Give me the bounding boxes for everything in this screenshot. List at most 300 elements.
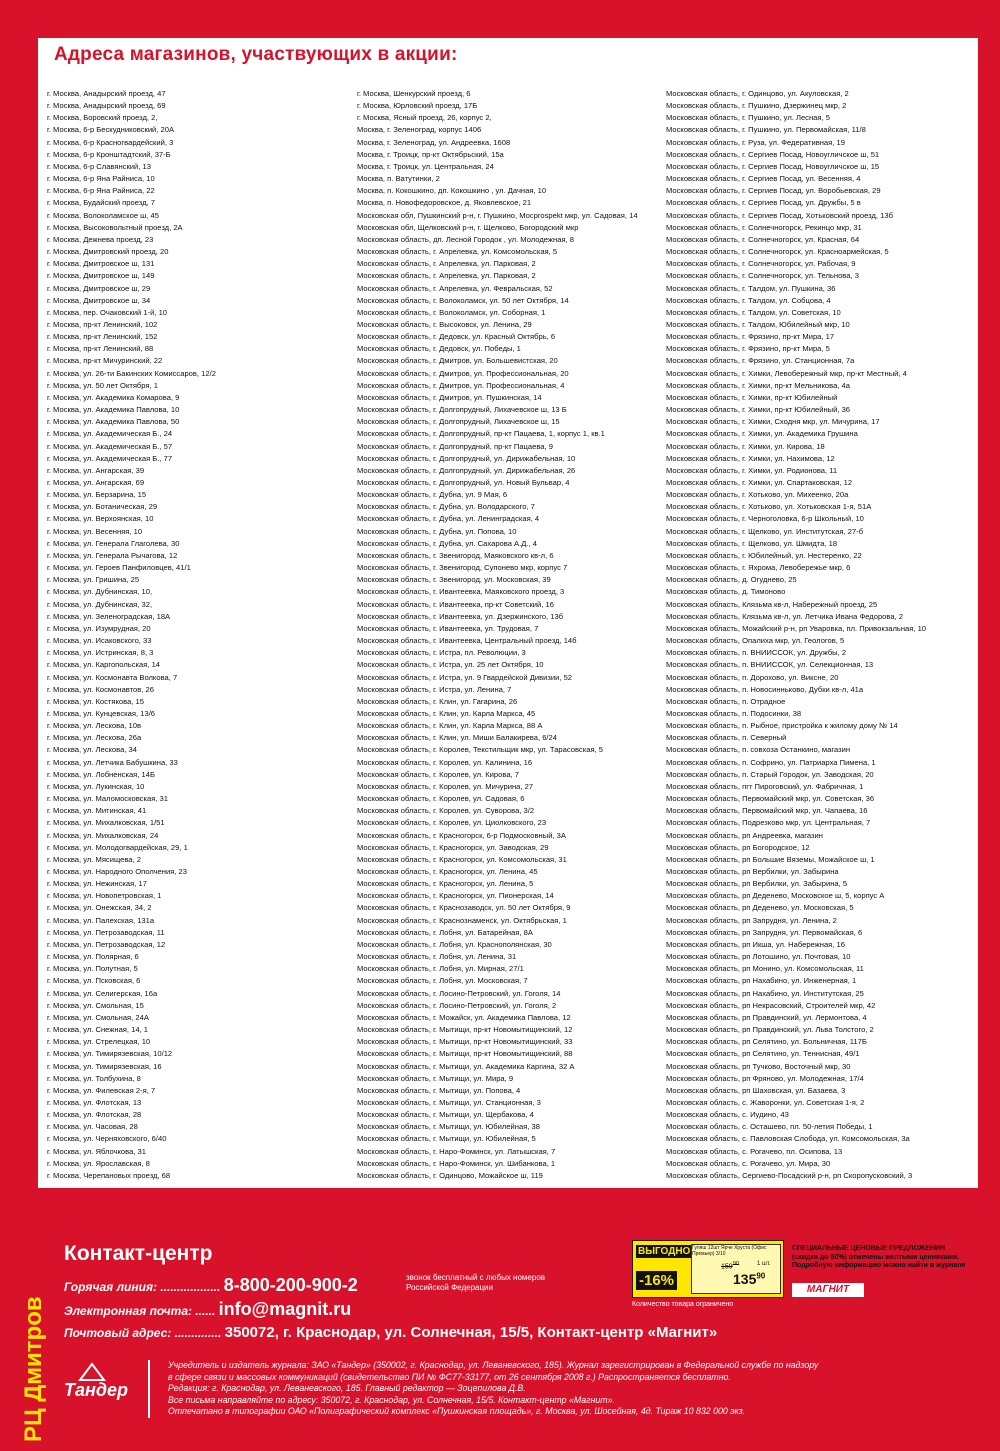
store-address: Московская область, г. Фрязино, ул. Станционная, 7а	[666, 356, 855, 366]
store-address: г. Москва, ул. Академическая Б., 77	[47, 453, 173, 463]
store-address: Московская область, г. Лобня, ул. Мирная, 27/1	[357, 964, 524, 974]
store-address: Московская область, г. Лобня, ул. Ленина, 31	[357, 952, 517, 962]
store-address: Московская область, г. Яхрома, Левобережье мкр, 6	[666, 563, 851, 573]
store-address: Московская область, г. Дубна, ул. Володарского, 7	[357, 502, 535, 512]
store-address: Московская область, г. Сергиев Посад, ул. Весенняя, 4	[666, 174, 861, 184]
store-address: г. Москва, ул. Ангарская, 39	[47, 465, 145, 475]
store-address: г. Москва, ул. Изумрудная, 20	[47, 623, 151, 633]
store-address: г. Москва, ул. Лобненская, 14Б	[47, 769, 155, 779]
store-address: г. Москва, ул. Полутная, 5	[47, 964, 138, 974]
store-address: Московская область, п. Дорохово, ул. Виксне, 20	[666, 672, 839, 682]
store-address: Московская область, Первомайский мкр, ул. Чапаева, 16	[666, 806, 868, 816]
store-address: Московская область, г. Химки, ул. Кирова, 18	[666, 441, 825, 451]
store-address: Московская область, рп Богородское, 12	[666, 842, 810, 852]
store-address: Московская область, Сергиево-Посадский р-н, рп Скоропусковский, 3	[666, 1170, 913, 1180]
store-address: Московская область, г. Щелково, ул. Институтская, 27-б	[666, 526, 864, 536]
store-address: Московская область, с. Рогачево, пл. Осипова, 13	[666, 1146, 843, 1156]
store-address: Московская область, г. Истра, ул. 9 Гвардейской Дивизии, 52	[357, 672, 573, 682]
store-address: Московская область, рп Деденево, ул. Московская, 5	[666, 903, 854, 913]
hotline-value[interactable]: 8-800-200-900-2	[223, 1275, 358, 1295]
store-address: Московская область, г. Апрелевка, ул. Парковая, 2	[357, 259, 536, 269]
store-address: Московская область, г. Волоколамск, ул. Соборная, 1	[357, 307, 546, 317]
store-address: г. Москва, ул. Дубнинская, 10,	[47, 587, 153, 597]
store-address: Московская область, г. Лобня, ул. Батарейная, 8А	[357, 927, 533, 937]
store-address: Московская область, рп Селятино, ул. Теннисная, 49/1	[666, 1049, 860, 1059]
store-address: г. Москва, ул. Лескова, 26а	[47, 733, 142, 743]
store-address: Московская область, г. Долгопрудный, ул. Дирижабельная, 26	[357, 465, 576, 475]
store-address: Московская область, г. Красногорск, ул. Ленина, 5	[357, 879, 534, 889]
store-address: г. Москва, ул. Стрелецкая, 10	[47, 1037, 151, 1047]
store-address: Москва, п. Новофедоровское, д. Яковлевское, 21	[357, 198, 532, 208]
store-address: Московская область, г. Дубна, ул. Ленинградская, 4	[357, 514, 540, 524]
store-address: г. Москва, ул. Михалковская, 1/51	[47, 818, 165, 828]
store-address: Московская область, г. Одинцово, ул. Акуловская, 2	[666, 89, 849, 98]
store-address: Московская область, г. Сергиев Посад, Новоугличское ш, 51	[666, 149, 880, 159]
store-address: г. Москва, ул. Дубнинская, 32,	[47, 599, 153, 609]
tander-emblem-icon	[78, 1362, 108, 1382]
store-address: Московская область, г. Дубна, ул. 9 Мая, 6	[357, 490, 508, 500]
store-address: Московская область, г. Клин, ул. Карла Маркса, 45	[357, 708, 536, 718]
store-address: Московская область, г. Химки, ул. Спартаковская, 12	[666, 478, 853, 487]
store-address: г. Москва, пр-кт Ленинский, 102	[47, 319, 158, 329]
store-address: Московская область, г. Химки, ул. Нахимова, 12	[666, 453, 835, 463]
postal-value: 350072, г. Краснодар, ул. Солнечная, 15/5, Контакт-центр «Магнит»	[224, 1324, 718, 1341]
store-address: Московская область, рп Вербилки, ул. Забырина, 5	[666, 879, 848, 889]
store-address: Московская область, рп Тучково, Восточный мкр, 30	[666, 1061, 851, 1071]
store-address: г. Москва, ул. Весенняя, 10	[47, 526, 143, 536]
store-address: г. Москва, пер. Очаковский 1-й, 10	[47, 307, 168, 317]
store-address: г. Москва, 6-р Яна Райниса, 22	[47, 186, 155, 196]
store-address: Московская область, г. Дубна, ул. Сахарова А.Д., 4	[357, 538, 537, 548]
store-address: Московская область, п. Софрино, ул. Патриарха Пимена, 1	[666, 757, 876, 767]
store-address: Московская область, г. Химки, пр-кт Мельникова, 4а	[666, 380, 850, 390]
store-address: Московская область, рп Большие Вяземы, Можайское ш, 1	[666, 854, 875, 864]
store-address: г. Москва, ул. Петрозаводская, 12	[47, 939, 166, 949]
store-address: Московская область, г. Мытищи, пр-кт Новомытищинский, 88	[357, 1049, 573, 1059]
store-address: Московская обл, Щелковский р-н, г. Щелково, Богородский мкр	[357, 222, 579, 232]
store-address: г. Москва, ул. Лескова, 34	[47, 745, 137, 755]
store-address: г. Москва, ул. Исаковского, 33	[47, 636, 152, 646]
store-address: Московская область, рп Андреевка, магазин	[666, 830, 823, 840]
store-address: Московская область, г. Истра, пл. Революции, 3	[357, 648, 526, 658]
store-address: г. Москва, ул. Генерала Глаголева, 30	[47, 538, 180, 548]
store-address: Московская область, г. Дмитров, ул. Профессиональная, 20	[357, 368, 569, 378]
store-address: Московская область, Первомайский мкр, ул. Советская, 36	[666, 794, 875, 804]
store-address: г. Москва, Анадырский проезд, 69	[47, 101, 166, 111]
store-address: Московская обл, Пушкинский р-н, г. Пушкино, Мосprospekt мкр, ул. Садовая, 14	[357, 210, 638, 220]
store-address: Московская область, Опалиха мкр, ул. Геологов, 5	[666, 636, 845, 646]
store-address: Московская область, пгт Пироговский, ул. Фабричная, 1	[666, 781, 864, 791]
store-address: г. Москва, ул. Генерала Рычагова, 12	[47, 550, 178, 560]
store-address: Московская область, г. Долгопрудный, ул. Дирижабельная, 10	[357, 453, 576, 463]
store-address: Московская область, г. Солнечногорск, ул. Рабочая, 9	[666, 259, 856, 269]
store-address: г. Москва, ул. Зеленоградская, 18А	[47, 611, 171, 621]
store-address: Московская область, Клязьма кв-л, Набережный проезд, 25	[666, 599, 878, 609]
store-address: г. Москва, ул. Тимирязевская, 16	[47, 1061, 162, 1071]
legal-line: Все письма направляйте по адресу: 350072, г. Краснодар, ул. Солнечная, 15/5. Контакт-центр «Магнит».	[168, 1394, 615, 1405]
store-address: Москва, п. Кокошкино, дп. Кокошкино , ул. Дачная, 10	[357, 186, 547, 196]
store-address: г. Москва, Дежнева проезд, 23	[47, 234, 154, 244]
store-address: Москва, г. Зеленоград, корпус 1406	[357, 125, 482, 135]
store-address: г. Москва, Дмитровское ш, 34	[47, 295, 151, 305]
store-address: Московская область, рп Лотошино, ул. Почтовая, 10	[666, 952, 851, 962]
store-address: Московская область, г. Наро-Фоминск, ул. Латышская, 7	[357, 1146, 556, 1156]
store-address: Москва, г. Троицк, ул. Центральная, 24	[357, 161, 494, 171]
store-address: Московская область, г. Ивантеевка, ул. Дзержинского, 13б	[357, 611, 564, 621]
address-panel	[38, 38, 978, 1188]
promo-old-price: $159^{90}$	[721, 1261, 740, 1271]
store-address: Московская область, г. Дедовск, ул. Красный Октябрь, 6	[357, 332, 556, 342]
store-address: Московская область, п. Рыбное, пристройка к жилому дому № 14	[666, 721, 898, 731]
store-address: г. Москва, Дмитровское ш, 29	[47, 283, 151, 293]
store-address: г. Москва, ул. Флотская, 28	[47, 1110, 142, 1120]
store-address: г. Москва, ул. Часовая, 28	[47, 1122, 138, 1132]
store-address: Московская область, г. Апрелевка, ул. Парковая, 2	[357, 271, 536, 281]
store-address: Москва, г. Троицк, пр-кт Октябрьский, 15а	[357, 149, 504, 159]
divider	[148, 1360, 150, 1418]
store-address: Московская область, Подрезково мкр, ул. Центральная, 7	[666, 818, 871, 828]
store-address: г. Москва, ул. Академика Павлова, 50	[47, 417, 180, 427]
store-address: г. Москва, Анадырский проезд, 47	[47, 89, 166, 98]
legal-text	[168, 1360, 968, 1418]
store-address: г. Москва, ул. Нежинская, 17	[47, 879, 147, 889]
store-address: Московская область, г. Руза, ул. Федеративная, 19	[666, 137, 845, 147]
store-address: Московская область, г. Сергиев Посад, ул. Дружбы, 5 в	[666, 198, 861, 208]
store-address: г. Москва, ул. Смольная, 15	[47, 1000, 144, 1010]
store-address: г. Москва, ул. Селигерская, 16а	[47, 988, 158, 998]
store-address: г. Москва, пр-кт Ленинский, 88	[47, 344, 154, 354]
store-address: Московская область, п. совхоза Останкино, магазин	[666, 745, 851, 755]
store-address: г. Москва, 6-р Яна Райниса, 10	[47, 174, 155, 184]
address-column-1	[47, 88, 347, 1182]
store-address: Московская область, г. Королев, Текстильщик мкр, ул. Тарасовская, 5	[357, 745, 603, 755]
store-address: Московская область, г. Хотьково, ул. Хотьковская 1-я, 51А	[666, 502, 872, 512]
store-address: Московская область, г. Долгопрудный, Лихачевское ш, 15	[357, 417, 560, 427]
store-address: Московская область, г. Звенигород, Маяковского кв-л, 6	[357, 550, 554, 560]
store-address: г. Москва, ул. Мясищева, 2	[47, 854, 141, 864]
promo-box	[632, 1240, 784, 1298]
store-address: Московская область, г. Химки, ул. Академика Грушина	[666, 429, 858, 439]
store-address: г. Москва, ул. Лескова, 10в	[47, 721, 141, 731]
legal-line: в сфере связи и массовых коммуникаций (свидетельство ПИ № ФС77-33177, от 26 сентября 2008 г.) Распространяется бесплатно.	[168, 1371, 731, 1382]
store-address: Московская область, г. Мытищи, ул. Юбилейная, 38	[357, 1122, 540, 1132]
store-address: Московская область, г. Звенигород, ул. Московская, 39	[357, 575, 551, 585]
store-address: г. Москва, ул. Черняховского, 6/40	[47, 1134, 167, 1144]
store-address: г. Москва, ул. Снежная, 14, 1	[47, 1025, 149, 1035]
store-address: Московская область, г. Дмитров, ул. Большевистская, 20	[357, 356, 558, 366]
store-address: г. Москва, ул. Палехская, 131а	[47, 915, 155, 925]
store-address: Московская область, г. Пушкино, ул. Лесная, 5	[666, 113, 830, 123]
store-address: Московская область, г. Красногорск, 6-р Подмосковный, 3А	[357, 830, 566, 840]
store-address: Московская область, г. Истра, ул. 25 лет Октября, 10	[357, 660, 544, 670]
store-address: г. Москва, ул. Героев Панфиловцев, 41/1	[47, 563, 191, 573]
store-address: Московская область, г. Красногорск, ул. Комсомольская, 31	[357, 854, 567, 864]
legal-line: Редакция: г. Краснодар, ул. Леваневского, 185. Главный редактор — Зоцепилова Д.В.	[168, 1383, 526, 1394]
promo-percent: -16%	[636, 1271, 677, 1290]
store-address: Московская область, г. Можайск, ул. Академика Павлова, 12	[357, 1012, 571, 1022]
store-address: г. Москва, Шенкурский проезд, 6	[357, 89, 471, 98]
store-address: Московская область, г. Апрелевка, ул. Комсомольская, 5	[357, 247, 558, 257]
store-address: Московская область, г. Фрязино, пр-кт Мира, 17	[666, 332, 835, 342]
legal-line: Отпечатано в типографии ОАО «Полиграфический комплекс «Пушкинская площадь», г. Москва, ул. Шосейная, 4д. Тираж 10 832 000 экз.	[168, 1406, 746, 1417]
store-address: г. Москва, ул. Михалковская, 24	[47, 830, 159, 840]
store-address: Московская область, г. Сергиев Посад, Хотьковский проезд, 13б	[666, 210, 893, 220]
store-address: Московская область, г. Дмитров, ул. Пушкинская, 14	[357, 392, 542, 402]
store-address: г. Москва, 6-р Бескудниковский, 20А	[47, 125, 175, 135]
store-address: Московская область, г. Ивантеевка, Маяковского проезд, 3	[357, 587, 565, 597]
store-address: г. Москва, ул. Лукинская, 10	[47, 781, 145, 791]
store-address: Московская область, п. Подосинки, 38	[666, 708, 802, 718]
store-address: Московская область, рп Запрудня, ул. Ленина, 2	[666, 915, 837, 925]
store-address: Московская область, г. Пушкино, Дзержинец мкр, 2	[666, 101, 847, 111]
store-address: г. Москва, ул. Космонавтов, 26	[47, 684, 154, 694]
store-address: Московская область, г. Солнечногорск, ул. Тельнова, 3	[666, 271, 859, 281]
store-address: Московская область, п. Старый Городок, ул. Заводская, 20	[666, 769, 874, 779]
store-address: г. Москва, ул. Митинская, 41	[47, 806, 147, 816]
store-address: Московская область, г. Солнечногорск, ул. Красная, 64	[666, 234, 860, 244]
rc-label-text: РЦ Дмитров	[20, 1296, 47, 1442]
store-address: г. Москва, ул. 50 лет Октября, 1	[47, 380, 158, 390]
store-address: г. Москва, ул. Академическая Б., 57	[47, 441, 173, 451]
store-address: Московская область, рп Нахабино, ул. Институтская, 25	[666, 988, 864, 998]
store-address: Московская область, г. Долгопрудный, Лихачевское ш, 13 Б	[357, 405, 567, 415]
store-address: Москва, г. Зеленоград, ул. Андреевка, 1608	[357, 137, 511, 147]
store-address: г. Москва, пр-кт Ленинский, 152	[47, 332, 158, 342]
store-address: Московская область, г. Красногорск, ул. Пионерская, 14	[357, 891, 554, 901]
store-address: Московская область, г. Клин, ул. Карла Маркса, 88 А	[357, 721, 543, 731]
store-address: Московская область, рп Правдинский, ул. Льва Толстого, 2	[666, 1025, 874, 1035]
postal-row	[64, 1324, 717, 1341]
store-address: г. Москва, ул. Академика Комарова, 9	[47, 392, 180, 402]
store-address: Московская область, г. Химки, Левобережный мкр, пр-кт Местный, 4	[666, 368, 907, 378]
store-address: г. Москва, ул. Истринская, 8, 3	[47, 648, 154, 658]
store-address: г. Москва, ул. Верхоянская, 10	[47, 514, 154, 524]
store-address: г. Москва, ул. Молодогвардейская, 29, 1	[47, 842, 188, 852]
rc-label	[12, 1272, 52, 1442]
store-address: Московская область, г. Лосино-Петровский, ул. Гоголя, 14	[357, 988, 561, 998]
store-address: Московская область, г. Долгопрудный, пр-кт Пацаева, 1, корпус 1, кв.1	[357, 429, 605, 439]
store-address: Московская область, г. Долгопрудный, пр-кт Пацаева, 9	[357, 441, 553, 451]
store-address: Московская область, г. Наро-Фоминск, ул. Шибанкова, 1	[357, 1158, 556, 1168]
store-address: г. Москва, ул. Каргопольская, 14	[47, 660, 161, 670]
store-address: Московская область, рп Фряново, ул. Молодежная, 17/4	[666, 1073, 864, 1083]
store-address: г. Москва, ул. Ботаническая, 29	[47, 502, 158, 512]
magnit-logo: МАГНИТ	[792, 1283, 864, 1297]
store-address: Московская область, г. Королев, ул. Калинина, 16	[357, 757, 533, 767]
store-address: г. Москва, ул. Тимирязевская, 10/12	[47, 1049, 173, 1059]
store-address: г. Москва, ул. Маломосковская, 31	[47, 794, 168, 804]
address-column-3	[666, 88, 976, 1182]
store-address: Московская область, рп Запрудня, ул. Первомайская, 6	[666, 927, 863, 937]
store-address: Московская область, с. Рогачево, ул. Мира, 30	[666, 1158, 831, 1168]
store-address: Московская область, г. Пушкино, ул. Первомайская, 11/8	[666, 125, 866, 135]
store-address: г. Москва, ул. Яблочкова, 31	[47, 1146, 146, 1156]
hotline-label: Горячая линия: ..................	[64, 1280, 221, 1294]
store-address: Московская область, г. Истра, ул. Ленина, 7	[357, 684, 512, 694]
store-address: Московская область, рп Шаховская, ул. Базаева, 3	[666, 1085, 846, 1095]
store-address: Московская область, г. Ивантеевка, ул. Трудовая, 7	[357, 623, 539, 633]
store-address: Московская область, с. Осташево, пл. 50-летия Победы, 1	[666, 1122, 873, 1132]
store-address: Московская область, Можайский р-н, рп Уваровка, пл. Привокзальная, 10	[666, 623, 927, 633]
store-address: Московская область, рп Правдинский, ул. Лермонтова, 4	[666, 1012, 867, 1022]
store-address: Московская область, п. Новосинньково, Дубки кв-л, 41а	[666, 684, 864, 694]
store-address: Московская область, г. Клин, ул. Миши Балакирева, 6/24	[357, 733, 557, 743]
store-address: г. Москва, ул. Псковская, 6	[47, 976, 141, 986]
store-address: Московская область, рп Нахабино, ул. Инженерная, 1	[666, 976, 857, 986]
store-address: Московская область, г. Ивантеевка, пр-кт Советский, 16	[357, 599, 554, 609]
store-address: Московская область, г. Химки, пр-кт Юбилейный, 36	[666, 405, 851, 415]
store-address: Московская область, дп. Лесной Городок , ул. Молодежная, 8	[357, 234, 574, 244]
store-address: г. Москва, Волоколамское ш, 45	[47, 210, 159, 220]
promo-tag-text: Гуляш 12шт Ярче Хруста (Офис Премьер) 3/10	[691, 1244, 781, 1294]
store-address: г. Москва, ул. Академика Павлова, 10	[47, 405, 180, 415]
store-address: Московская область, г. Сергиев Посад, Новоугличское ш, 15	[666, 161, 880, 171]
store-address: Московская область, г. Волоколамск, ул. 50 лет Октября, 14	[357, 295, 569, 305]
store-address: Московская область, г. Мытищи, ул. Академика Каргина, 32 А	[357, 1061, 575, 1071]
email-label: Электронная почта: ......	[64, 1304, 216, 1318]
store-address: Московская область, г. Фрязино, пр-кт Мира, 5	[666, 344, 830, 354]
store-address: Московская область, г. Хотьково, ул. Михеенко, 20а	[666, 490, 849, 500]
promo-qty: 1 шт.	[757, 1261, 771, 1267]
store-address: г. Москва, Дмитровский проезд, 20	[47, 247, 169, 257]
store-address: Московская область, г. Талдом, ул. Советская, 10	[666, 307, 841, 317]
store-address: г. Москва, ул. Петрозаводская, 11	[47, 927, 165, 937]
store-address: Московская область, г. Лобня, ул. Краснополянская, 30	[357, 939, 552, 949]
store-address: Московская область, г. Мытищи, пр-кт Новомытищинский, 33	[357, 1037, 573, 1047]
store-address: г. Москва, ул. Флотская, 13	[47, 1097, 142, 1107]
store-address: Московская область, г. Химки, ул. Родионова, 11	[666, 465, 838, 475]
contact-center-title: Контакт-центр	[64, 1242, 213, 1265]
store-address: г. Москва, ул. Ангарская, 69	[47, 478, 145, 487]
store-address: Московская область, г. Краснознаменск, ул. Октябрьская, 1	[357, 915, 567, 925]
store-address: г. Москва, 6-р Красногвардейский, 3	[47, 137, 174, 147]
store-address: Московская область, г. Королев, ул. Мичурина, 27	[357, 781, 534, 791]
store-address: Московская область, г. Королев, ул. Суворова, 3/2	[357, 806, 535, 816]
store-address: Московская область, г. Королев, ул. Циолковского, 23	[357, 818, 547, 828]
store-address: Московская область, рп Монино, ул. Комсомольская, 11	[666, 964, 864, 974]
store-address: Московская область, г. Юбилейный, ул. Нестеренко, 22	[666, 550, 862, 560]
store-address: г. Москва, ул. 26-ти Бакинских Комиссаров, 12/2	[47, 368, 216, 378]
email-row	[64, 1299, 351, 1320]
store-address: Московская область, г. Ивантеевка, Центральный проезд, 14б	[357, 636, 577, 646]
promo-note: Количество товара ограничено	[632, 1301, 734, 1308]
store-address: Московская область, г. Лосино-Петровский, ул. Гоголя, 2	[357, 1000, 557, 1010]
store-address: г. Москва, ул. Смольная, 24А	[47, 1012, 149, 1022]
store-address: Московская область, г. Мытищи, ул. Попова, 4	[357, 1085, 521, 1095]
store-address: Московская область, д. Тимоново	[666, 587, 786, 597]
store-address: г. Москва, Будайский проезд, 7	[47, 198, 155, 208]
store-address: г. Москва, ул. Академическая Б., 24	[47, 429, 173, 439]
store-address: Московская область, г. Клин, ул. Гагарина, 26	[357, 696, 518, 706]
store-address: Московская область, г. Солнечногорск, Рекинцо мкр, 31	[666, 222, 862, 232]
store-address: Москва, п. Ватутинки, 2	[357, 174, 440, 184]
store-address: Московская область, п. Северный	[666, 733, 787, 743]
store-address: Московская область, г. Дедовск, ул. Победы, 1	[357, 344, 521, 354]
store-address: Московская область, г. Мытищи, пр-кт Новомытищинский, 12	[357, 1025, 573, 1035]
address-column-2	[357, 88, 662, 1182]
store-address: Московская область, с. Иудино, 43	[666, 1110, 789, 1120]
store-address: г. Москва, ул. Народного Ополчения, 23	[47, 867, 187, 876]
store-address: Московская область, г. Дубна, ул. Попова, 10	[357, 526, 517, 536]
store-address: Московская область, г. Лобня, ул. Московская, 7	[357, 976, 528, 986]
store-address: Московская область, г. Химки, пр-кт Юбилейный	[666, 392, 838, 402]
store-address: г. Москва, ул. Толбухина, 8	[47, 1073, 141, 1083]
store-address: Московская область, г. Высоковск, ул. Ленина, 29	[357, 319, 532, 329]
store-address: Московская область, п. ВНИИССОК, ул. Дружбы, 2	[666, 648, 847, 658]
promo-badge: ВЫГОДНО	[638, 1246, 691, 1257]
store-address: Московская область, г. Краснозаводск, ул. 50 лет Октября, 9	[357, 903, 571, 913]
store-address: Московская область, г. Королев, ул. Кирова, 7	[357, 769, 519, 779]
store-address: Московская область, г. Химки, Сходня мкр, ул. Мичурина, 17	[666, 417, 880, 427]
store-address: Московская область, г. Красногорск, ул. Заводская, 29	[357, 842, 549, 852]
page-title: Адреса магазинов, участвующих в акции:	[54, 44, 458, 65]
store-address: г. Москва, ул. Онежская, 34, 2	[47, 903, 152, 913]
store-address: Московская область, г. Красногорск, ул. Ленина, 45	[357, 867, 538, 876]
tander-logo-text: Тандер	[64, 1380, 129, 1400]
store-address: Московская область, г. Апрелевка, ул. Февральская, 52	[357, 283, 553, 293]
store-address: Московская область, г. Мытищи, ул. Станционная, 3	[357, 1097, 541, 1107]
store-address: Московская область, Клязьма кв-л, ул. Летчика Ивана Федорова, 2	[666, 611, 904, 621]
store-address: г. Москва, Боровский проезд, 2,	[47, 113, 158, 123]
legal-line: Учредитель и издатель журнала: ЗАО «Тандер» (350002, г. Краснодар, ул. Леваневского, 185). Журнал зарегистрирован в Федеральной службе по надзору	[168, 1360, 819, 1370]
store-address: г. Москва, ул. Новопетровская, 1	[47, 891, 162, 901]
store-address: Московская область, г. Долгопрудный, ул. Новый Бульвар, 4	[357, 478, 570, 487]
store-address: Московская область, г. Мытищи, ул. Мира, 9	[357, 1073, 514, 1083]
promo-price-tag	[632, 1240, 782, 1308]
email-value[interactable]: info@magnit.ru	[218, 1299, 352, 1319]
store-address: Московская область, г. Талдом, ул. Пушкина, 36	[666, 283, 836, 293]
postal-label: Почтовый адрес: ..............	[64, 1326, 222, 1340]
tander-logo	[64, 1362, 144, 1414]
promo-new-price: $135^{90}$	[733, 1271, 766, 1287]
store-address: Московская область, рп Селятино, ул. Больничная, 117Б	[666, 1037, 867, 1047]
store-address: г. Москва, Юрловский проезд, 17Б	[357, 101, 478, 111]
store-address: г. Москва, ул. Берзарина, 15	[47, 490, 147, 500]
store-address: Московская область, п. Отрадное	[666, 696, 786, 706]
store-address: г. Москва, 6-р Кронштадтский, 37-Б	[47, 149, 171, 159]
store-address: Московская область, г. Сергиев Посад, ул. Воробьевская, 29	[666, 186, 881, 196]
store-address: Московская область, г. Звенигород, Супонево мкр, корпус 7	[357, 563, 568, 573]
store-address: г. Москва, Дмитровское ш, 131	[47, 259, 155, 269]
store-address: Московская область, г. Талдом, ул. Собцова, 4	[666, 295, 831, 305]
store-address: Московская область, г. Мытищи, ул. Юбилейная, 5	[357, 1134, 536, 1144]
store-address: г. Москва, ул. Гришина, 25	[47, 575, 140, 585]
store-address: г. Москва, Черепановых проезд, 68	[47, 1170, 171, 1180]
store-address: г. Москва, ул. Кунцевская, 13/6	[47, 708, 155, 718]
store-address: Московская область, д. Огуднево, 25	[666, 575, 797, 585]
store-address: Московская область, г. Черноголовка, 6-р Школьный, 10	[666, 514, 864, 524]
store-address: г. Москва, Ясный проезд, 26, корпус 2,	[357, 113, 492, 123]
store-address: Московская область, с. Павловская Слобода, ул. Комсомольская, 3а	[666, 1134, 910, 1144]
store-address: г. Москва, пр-кт Мичуринский, 22	[47, 356, 163, 366]
store-address: Московская область, с. Жаворонки, ул. Советская 1-я, 2	[666, 1097, 865, 1107]
store-address: Московская область, г. Талдом, Юбилейный мкр, 10	[666, 319, 850, 329]
store-address: Московская область, рп Вербилки, ул. Забырина	[666, 867, 839, 876]
store-address: г. Москва, Высоковольтный проезд, 2А	[47, 222, 183, 232]
store-address: Московская область, г. Королев, ул. Садовая, 6	[357, 794, 525, 804]
free-call-note: звонок бесплатный с любых номеров Российской Федерации	[406, 1273, 546, 1292]
store-address: г. Москва, Дмитровское ш, 149	[47, 271, 155, 281]
store-address: г. Москва, ул. Летчика Бабушкина, 33	[47, 757, 178, 767]
store-address: г. Москва, ул. Космонавта Волкова, 7	[47, 672, 178, 682]
store-address: г. Москва, ул. Полярная, 6	[47, 952, 139, 962]
store-address: г. Москва, ул. Костякова, 15	[47, 696, 144, 706]
store-address: Московская область, г. Щелково, ул. Шмидта, 18	[666, 538, 838, 548]
special-offers-text: СПЕЦИАЛЬНЫЕ ЦЕНОВЫЕ ПРЕДЛОЖЕНИЯ (скидка до 50%) отмечены желтыми ценниками. Подробную информацию можно найти в журнале	[792, 1245, 966, 1269]
store-address: Московская область, г. Солнечногорск, ул. Красноармейская, 5	[666, 247, 889, 257]
store-address: Московская область, г. Мытищи, ул. Щербакова, 4	[357, 1110, 534, 1120]
store-address: Московская область, г. Одинцово, Можайское ш, 119	[357, 1170, 543, 1180]
